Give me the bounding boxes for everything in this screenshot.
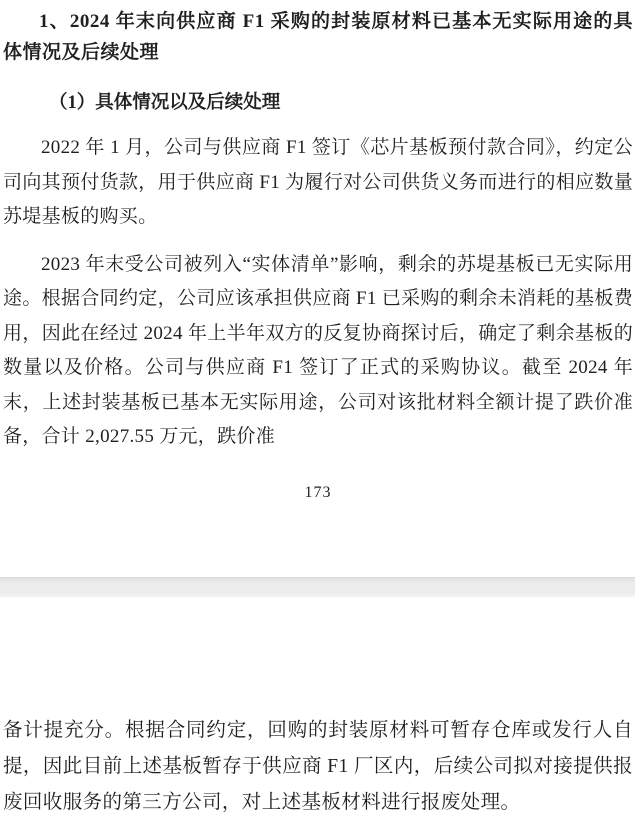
paragraph-entity-list-impact: 2023 年末受公司被列入“实体清单”影响，剩余的苏堤基板已无实际用途。根据合同约定，公司应该承担供应商 F1 已采购的剩余未消耗的基板费用，因此在经过 2024 年上半年双方的反复协商探讨后，确定了剩余基板的数量以及价格。公司与供应商 F1 签订了正式的采购协议。截至 2024 年末，上述封装基板已基本无实际用途，公司对该批材料全额计提了跌价准备，合计 2,027.55 万元，跌价准 <box>3 253 633 447</box>
subsection-heading: （1）具体情况以及后续处理 <box>49 93 281 113</box>
paragraph-contract-signing: 2022 年 1 月，公司与供应商 F1 签订《芯片基板预付款合同》，约定公司向其预付货款，用于供应商 F1 为履行对公司供货义务而进行的相应数量苏堤基板的购买。 <box>3 137 633 227</box>
page-number: 173 <box>304 483 332 501</box>
section-heading: 1、2024 年末向供应商 F1 采购的封装原材料已基本无实际用途的具体情况及后续处理 <box>3 11 633 63</box>
continuation-paragraph-next-page: 备计提充分。根据合同约定，回购的封装原材料可暂存仓库或发行人自提，因此目前上述基板暂存于供应商 F1 厂区内，后续公司拟对接提供报废回收服务的第三方公司，对上述基板材料进行报废处理。 <box>3 719 633 813</box>
page-break-separator <box>0 577 635 597</box>
